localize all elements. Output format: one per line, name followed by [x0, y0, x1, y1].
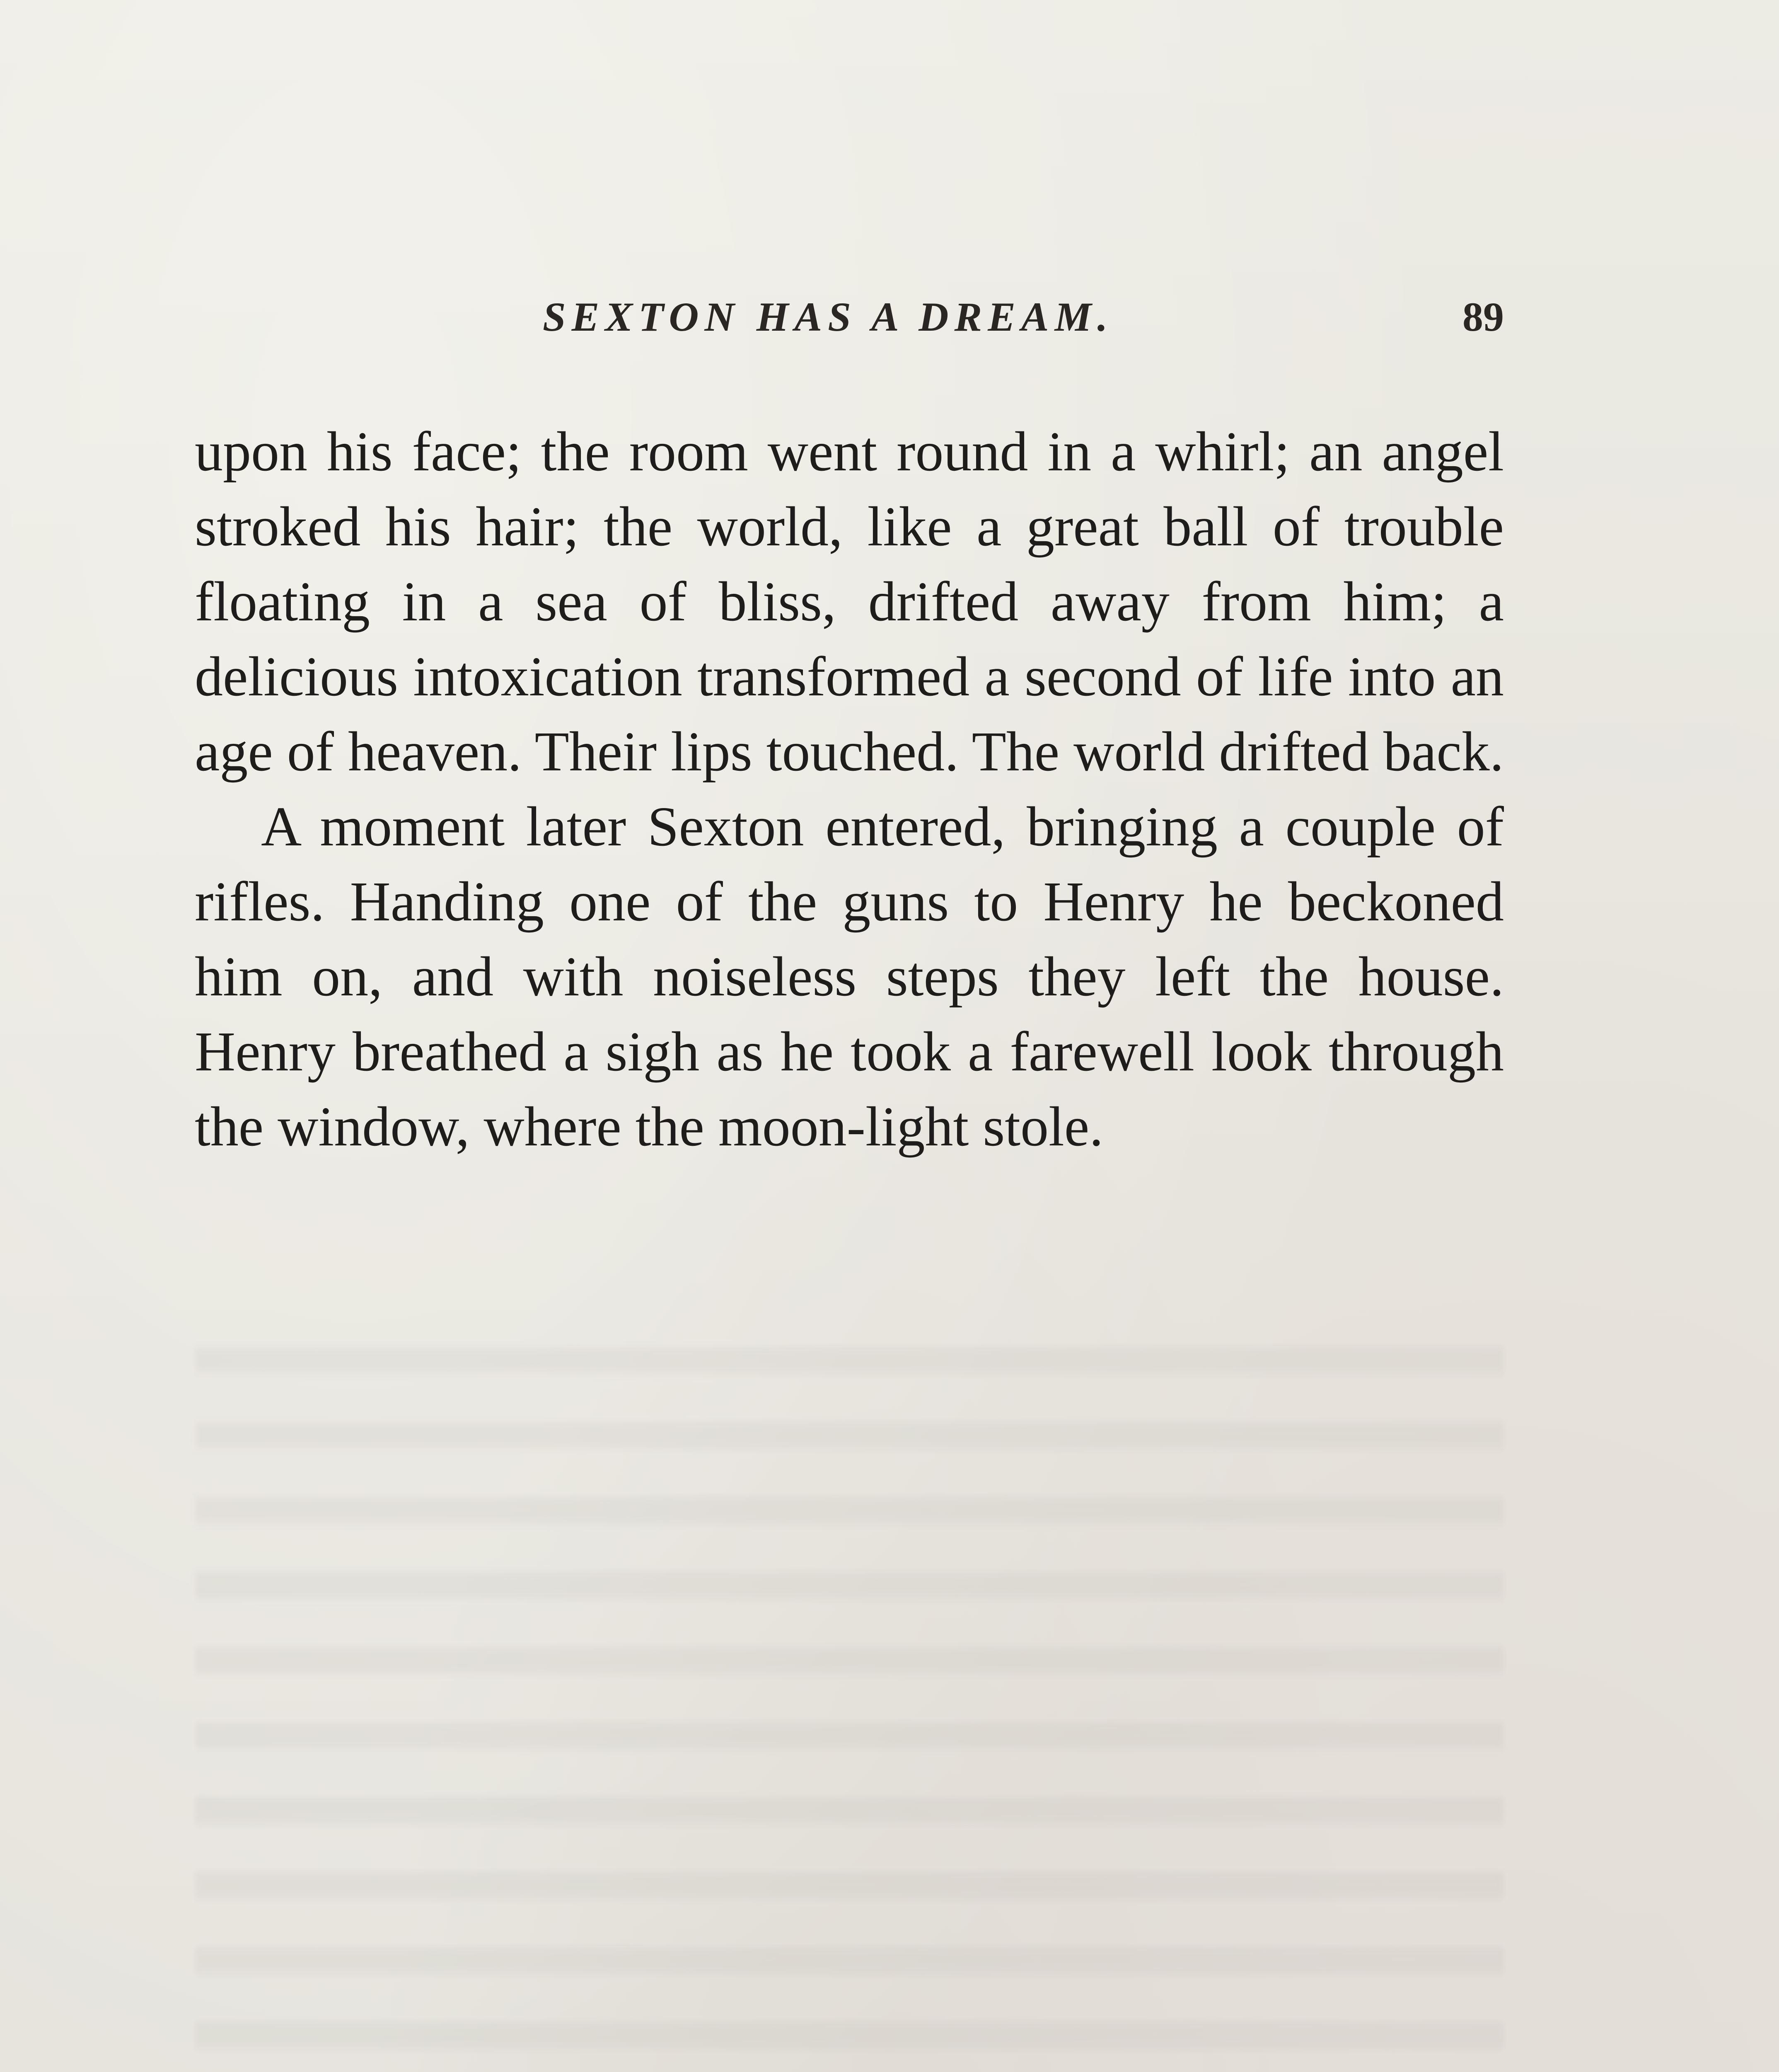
paragraph: A moment later Sexton entered, bringing a couple of rifles. Handing one of the guns to Henry he beckoned him on, and with noiseless steps they left the house. Henry breathed a sigh as he took a farewell look through the window, where the moon-light stole.	[195, 796, 1504, 1158]
paragraph-continuation: upon his face; the room went round in a whirl; an angel stroked his hair; the world, like a great ball of trouble floating in a sea of bliss, drifted away from him; a delicious intoxication transformed a second of life into an age of heaven. Their lips touched. The world drifted back.	[195, 421, 1504, 783]
running-title: SEXTON HAS A DREAM.	[543, 294, 1114, 340]
page-number: 89	[1462, 294, 1504, 340]
body-text	[195, 414, 1504, 1164]
running-header	[195, 286, 1504, 348]
show-through-texture	[195, 1305, 1504, 2072]
